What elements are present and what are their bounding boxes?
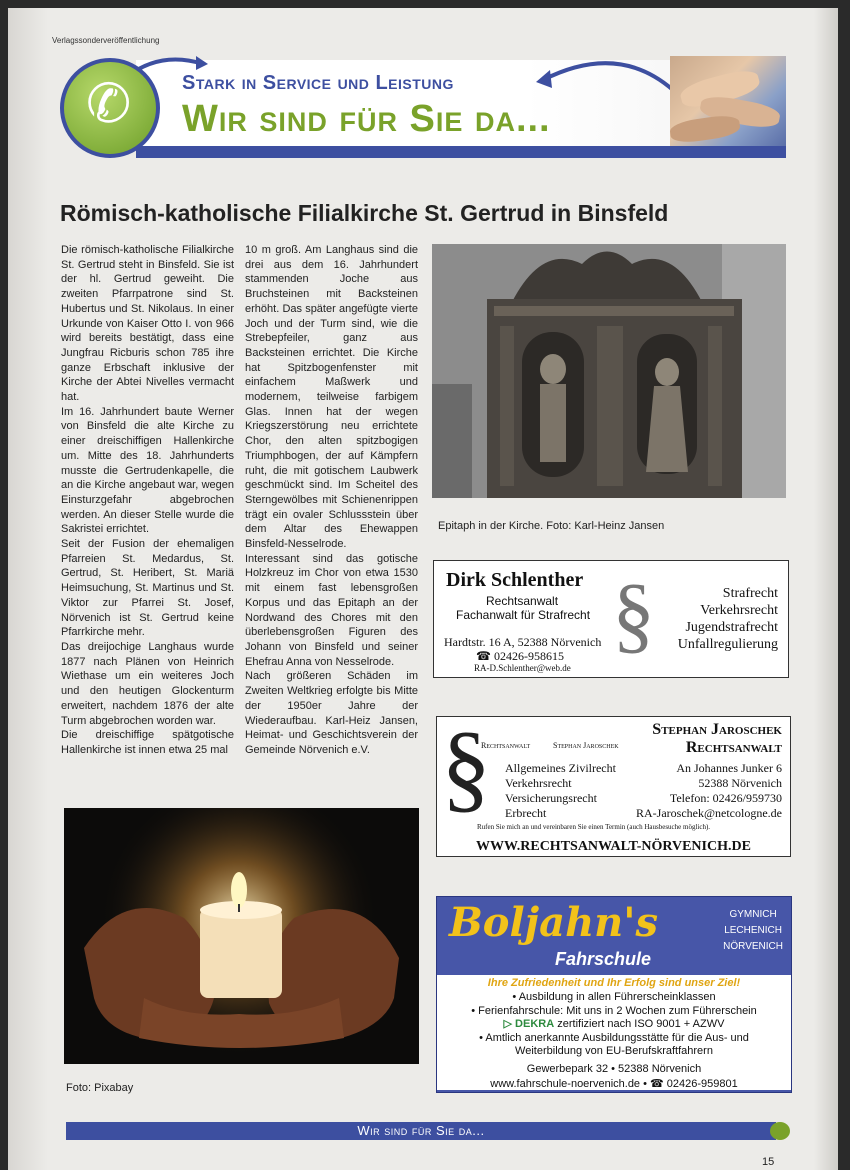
photo-caption: Foto: Pixabay xyxy=(66,1082,134,1094)
ad-stephan-jaroschek xyxy=(436,711,791,857)
lawyer-specialty: Fachanwalt für Strafrecht xyxy=(456,608,591,622)
ad-dirk-schlenther xyxy=(433,560,789,678)
lawyer-address: Hardtstr. 16 A, 52388 Nörvenich xyxy=(444,635,602,649)
section-sign-icon: § xyxy=(441,711,491,822)
paragraph: 10 m groß. Am Langhaus sind die drei aus dem 16. Jahrhundert stammenden Joche aus Bruchsteinen mit Backsteinen erhöht. Das später angefügte vierte Joch und der Turm sind, wie die Strebepfeiler, ganz aus Backsteinen errichtet. Die Kirche hat Spitzbogenfenster mit einfachem Maßwerk und modernem, teilweise farbigem Glas. Innen hat der wegen Kriegszerstörung neu errichtete Chor, den alten spitzbogigen Triumphbogen, der auf Kämpfern ruht, die mit gotischem Laubwerk geschmückt sind. Im Scheitel des Sterngewölbes mit Schienenrippen trägt ein ovaler Schlussstein über dem Altar des Ehewappen Binsfeld-Nesselrode. xyxy=(245,244,418,551)
phone-circle xyxy=(60,58,160,158)
lawyer-phone: ☎ 02426-958615 xyxy=(476,649,564,663)
page-edge-shadow xyxy=(814,8,838,1170)
banner-title: Wir sind für Sie da... xyxy=(182,98,551,140)
lawyer-name: Dirk Schlenther xyxy=(446,569,584,591)
lawyer-name: Stephan Jaroschek xyxy=(652,721,782,738)
epitaph-photo xyxy=(432,244,786,498)
practice-areas: Allgemeines Zivilrecht Verkehrsrecht Versicherungsrecht Erbrecht xyxy=(505,761,616,820)
banner-subtitle: Stark in Service und Leistung xyxy=(182,72,454,94)
section-sign-icon: § xyxy=(612,566,655,662)
paragraph: Seit der Fusion der ehemaligen Pfarreien St. Medardus, St. Gertrud, St. Heribert, St. Mariä Heimsuchung, St. Martinus und St. Viktor zur Pfarrei St. Josef, Nörvenich ist St. Gertrud keine Pfarrkirche mehr. xyxy=(61,538,234,639)
paragraph: Die dreischiffige spätgotische Hallenkirche ist innen etwa 25 mal xyxy=(61,729,234,756)
dekra-logo: ▷ DEKRA xyxy=(503,1018,555,1030)
lawyer-email: RA-D.Schlenther@web.de xyxy=(474,663,571,673)
photo-caption: Epitaph in der Kirche. Foto: Karl-Heinz Jansen xyxy=(438,520,665,532)
small-label: Stephan Jaroschek xyxy=(553,741,619,750)
header-banner xyxy=(58,52,786,166)
school-web[interactable]: www.fahrschule-noervenich.de • ☎ 02426-959801 xyxy=(437,1077,791,1090)
brand-name: Boljahn's xyxy=(449,899,659,946)
lawyer-website[interactable]: WWW.RECHTSANWALT-NÖRVENICH.DE xyxy=(476,839,751,854)
banner-bottom-bar xyxy=(136,146,786,158)
services-list: • Ausbildung in allen Führerscheinklassen • Ferienfahrschule: Mit uns in 2 Wochen zum Führerschein ▷ DEKRA zertifiziert nach ISO 9001 + AZWV • Amtlich anerkannte Ausbildungsstätte für die Aus- und Weiterbildung von EU-Berufskraftfahrern xyxy=(471,991,757,1057)
paragraph: Das dreijochige Langhaus wurde 1877 nach Plänen von Heinrich Wiethase um ein weiteres Joch und den heutigen Glockenturm erweitert, nachdem 1876 der alte Turm abgebrochen worden war. xyxy=(61,640,234,727)
article-headline: Römisch-katholische Filialkirche St. Gertrud in Binsfeld xyxy=(60,200,669,226)
hands-photo xyxy=(670,56,786,146)
appointment-note: Rufen Sie mich an und vereinbaren Sie einen Termin (auch Hausbesuche möglich). xyxy=(477,823,711,831)
page-number: 15 xyxy=(762,1156,775,1168)
practice-areas: Strafrecht Verkehrsrecht Jugendstrafrecht Unfallregulierung xyxy=(677,586,778,652)
paragraph: Nach größeren Schäden im Zweiten Weltkrieg erfolgte bis Mitte der 1950er Jahre der Wiederaufbau. Karl-Heiz Jansen, Heimat- und Geschichtsverein der Gemeinde Nörvenich e.V. xyxy=(245,670,418,756)
footer-dot xyxy=(770,1122,790,1140)
page-fold-shadow xyxy=(8,8,48,1170)
slogan: Ihre Zufriedenheit und Ihr Erfolg sind unser Ziel! xyxy=(487,977,741,989)
brand-sub: Fahrschule xyxy=(555,949,652,969)
article-column-2 xyxy=(245,243,418,758)
phone-icon: ☎ xyxy=(476,649,494,663)
footer-bar xyxy=(66,1122,776,1140)
paragraph: Im 16. Jahrhundert baute Werner von Binsfeld die alte Kirche zu einer dreischiffigen Hallenkirche um. Mitte des 18. Jahrhunderts musste die Gertrudenkapelle, die an die Kirche angebaut war, wegen Einsturzgefahr abgebrochen werden. An dieser Stelle wurde die Sakristei errichtet. xyxy=(61,405,234,536)
school-address: Gewerbepark 32 • 52388 Nörvenich xyxy=(526,1063,702,1075)
paragraph: Interessant sind das gotische Holzkreuz im Chor von etwa 1530 mit einem fast lebensgroßen Korpus und das Epitaph an der Nordwand des Chores mit den überlebensgroßen Figuren des Johann von Binsfeld und seiner Ehefrau Anna von Nesselrode. xyxy=(245,552,418,668)
arrow-swoosh-right-icon xyxy=(528,52,678,92)
lawyer-title: Rechtsanwalt xyxy=(685,739,782,756)
article-column-1 xyxy=(61,243,234,758)
phone-icon: ✆ xyxy=(86,72,132,135)
candle-photo xyxy=(64,808,419,1064)
paragraph: Die römisch-katholische Filialkirche St. Gertrud steht in Binsfeld. Sie ist der hl. Gertrud geweiht. Die zweiten Pfarrpatrone sind St. Hubertus und St. Nikolaus. In einer Urkunde von Kaiser Otto I. von 966 wird bereits bestätigt, dass eine Jungfrau Ricburis schon 785 ihre ganze Erbschaft inklusive der Kirche der Abtei Nivelles vermacht hat. xyxy=(61,244,234,404)
lawyer-title: Rechtsanwalt xyxy=(486,594,559,608)
towns: GYMNICH LECHENICH NÖRVENICH xyxy=(723,909,783,952)
small-label: Rechtsanwalt xyxy=(481,741,531,750)
lawyer-contact: An Johannes Junker 6 52388 Nörvenich Telefon: 02426/959730 RA-Jaroschek@netcologne.de xyxy=(635,761,782,820)
footer-slogan: Wir sind für Sie da... xyxy=(357,1123,485,1138)
ad-boljahns-fahrschule xyxy=(436,896,792,1093)
publisher-note: Verlagssonderveröffentlichung xyxy=(52,36,160,45)
